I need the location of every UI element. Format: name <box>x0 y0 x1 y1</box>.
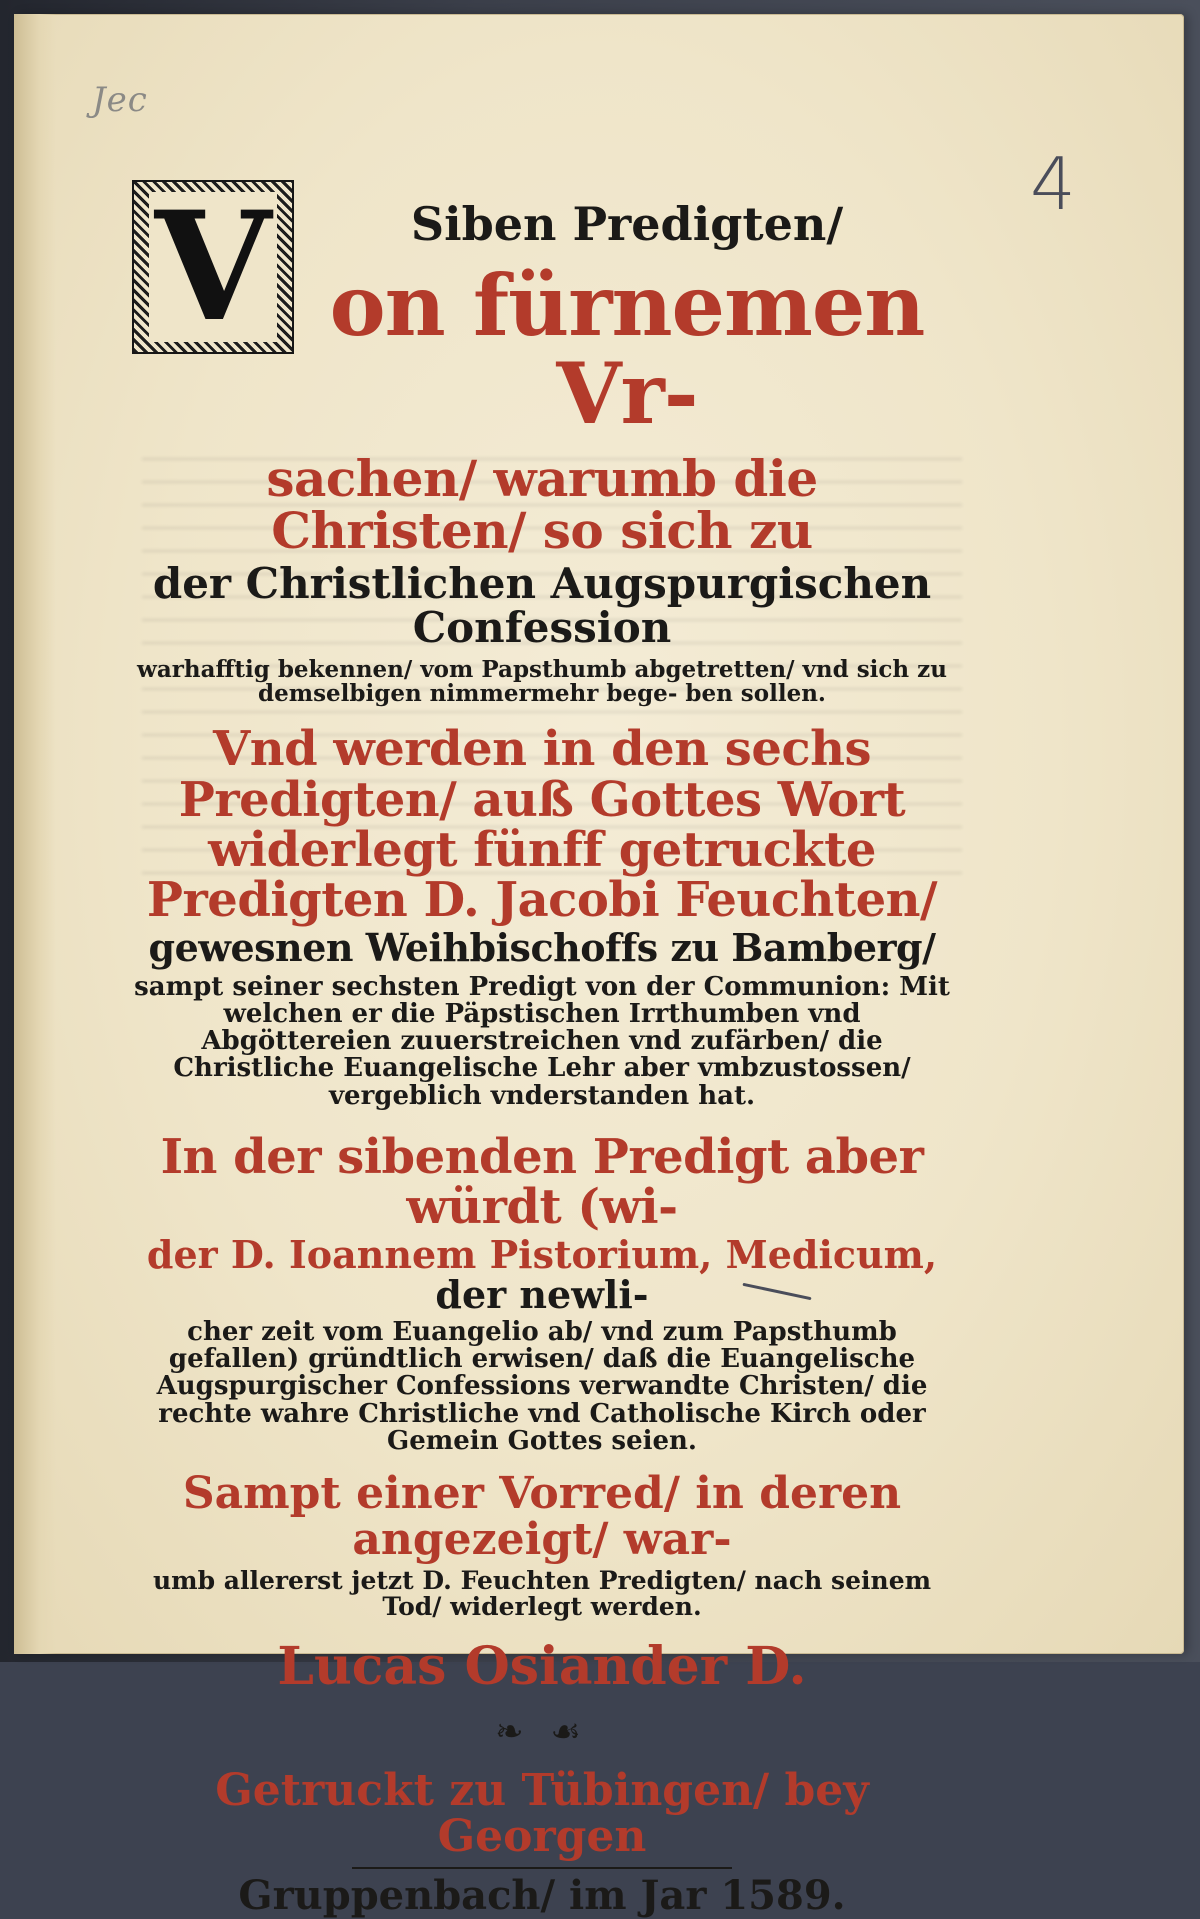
author-line: Lucas Osiander D. <box>277 1636 807 1697</box>
initial-letter: V <box>149 192 277 342</box>
imprint-line-1: Getruckt zu Tübingen/ bey Georgen <box>215 1765 869 1863</box>
title-line-3: sachen/ warumb die Christen/ so sich zu <box>266 448 818 561</box>
title-line-4: der Christlichen Augspurgischen Confession <box>152 558 932 652</box>
title-line-6: Vnd werden in den sechs Predigten/ auß Gottes Wort widerlegt fünff getruckte Predigten D. Jacobi Feuchten/ <box>146 721 938 929</box>
title-line-6b: gewesnen Weihbischoffs zu Bamberg/ <box>148 924 936 970</box>
imprint-rule <box>352 1867 732 1869</box>
title-line-9a: der D. Ioannem Pistorium, Medicum, <box>146 1231 938 1277</box>
margin-note-page-number: 4 <box>1030 142 1076 226</box>
title-line-9 <box>132 1231 952 1317</box>
title-page <box>14 14 1184 1919</box>
title-line-11: Sampt einer Vorred/ in deren angezeigt/ war- <box>182 1468 902 1566</box>
title-line-8: In der sibenden Predigt aber würdt (wi- <box>160 1129 924 1236</box>
imprint-line-2: Gruppenbach/ im Jar 1589. <box>238 1871 846 1919</box>
title-line-2: on fürnemen Vr- <box>329 256 925 444</box>
title-line-5: warhafftig bekennen/ vom Papsthumb abgetretten/ vnd sich zu demselbigen nimmermehr bege- ben sollen. <box>137 655 947 707</box>
fleuron-ornament-icon: ❧ ☙ <box>495 1711 589 1752</box>
title-line-10: cher zeit vom Euangelio ab/ vnd zum Papsthumb gefallen) gründtlich erwisen/ daß die Euangelische Augspurgischer Confessions verwandte Christen/ die rechte wahre Christliche vnd Catholische Kirch oder Gemein Gottes seien. <box>156 1316 928 1456</box>
decorated-initial <box>132 180 294 354</box>
title-line-7: sampt seiner sechsten Predigt von der Communion: Mit welchen er die Päpstischen Irrthumben vnd Abgöttereien zuuerstreichen vnd zufärben/ die Christliche Euangelische Lehr aber vmbzustossen/ vergeblich vnderstanden hat. <box>134 971 950 1111</box>
margin-note-top-left: Jec <box>92 80 148 120</box>
title-line-12: umb allererst jetzt D. Feuchten Predigten/ nach seinem Tod/ widerlegt werden. <box>152 1565 932 1621</box>
title-line-1: Siben Predigten/ <box>410 197 844 251</box>
title-line-9b: der newli- <box>435 1271 649 1317</box>
title-text-block <box>132 164 952 1917</box>
